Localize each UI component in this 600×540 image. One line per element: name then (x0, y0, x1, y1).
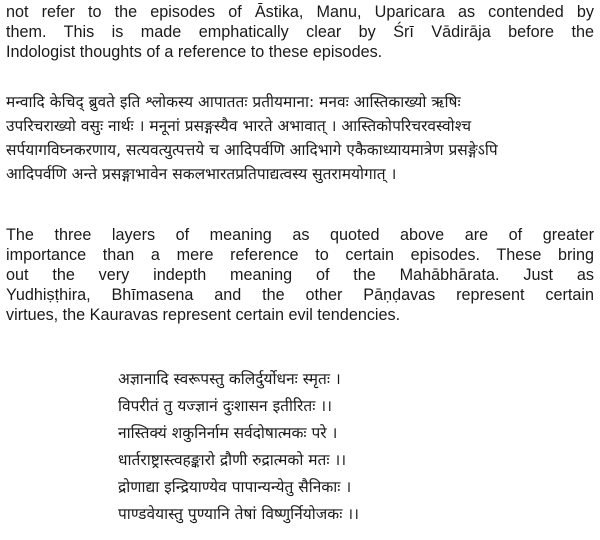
verse-line: अज्ञानादि स्वरूपस्तु कलिर्दुर्योधनः स्मृतः । (118, 370, 341, 388)
text-line: The three layers of meaning as quoted above are of greater (6, 226, 594, 244)
sanskrit-line: मन्वादि केचिद् ब्रुवते इति श्लोकस्य आपाततः प्रतीयमाना: मनवः आस्तिकाख्यो ऋषिः (6, 93, 461, 111)
verse-line: विपरीतं तु यज्ज्ञानं दुःशासन इतीरितः ।। (118, 397, 333, 415)
verse-line: पाण्डवेयास्तु पुण्यानि तेषां विष्णुर्नियोजकः ।। (118, 505, 360, 523)
verse-block (118, 366, 588, 528)
text-line: not refer to the episodes of Āstika, Manu, Uparicara as contended by (6, 3, 594, 21)
sanskrit-prose-block (6, 90, 596, 186)
text-line: Indologist thoughts of a reference to these episodes. (6, 43, 383, 61)
text-line: out the very indepth meaning of the Mahābhārata. Just as (6, 266, 594, 284)
sanskrit-line: उपरिचराख्यो वसुः नार्थः । मनूनां प्रसङ्गस्यैव भारते अभावात् । आस्तिकोपरिचरवस्वोश्च (6, 117, 472, 135)
paragraph-intro (6, 2, 594, 62)
verse-line: धार्तराष्ट्रास्त्वहङ्कारो द्रौणी रुद्रात्मको मतः ।। (118, 451, 347, 469)
text-line: them. This is made emphatically clear by Śrī Vādirāja before the (6, 23, 594, 41)
verse-line: द्रोणाद्या इन्द्रियाण्येव पापान्यन्येतु सैनिकाः । (118, 478, 352, 496)
sanskrit-line: सर्पयागविघ्नकरणाय, सत्यवत्युत्पत्तये च आदिपर्वणि आदिभागे एकैकाध्यायमात्रेण प्रसङ्गेऽपि (6, 141, 498, 159)
text-line: importance than a mere reference to certain episodes. These bring (6, 246, 594, 264)
sanskrit-line: आदिपर्वणि अन्ते प्रसङ्गाभावेन सकलभारतप्रतिपाद्यत्वस्य सुतरामयोगात् । (6, 165, 397, 183)
text-line: Yudhiṣṭhira, Bhīmasena and the other Pāṇḍavas represent certain (6, 286, 594, 304)
verse-line: नास्तिक्यं शकुनिर्नाम सर्वदोषात्मकः परे । (118, 424, 338, 442)
text-line: virtues, the Kauravas represent certain evil tendencies. (6, 306, 401, 324)
paragraph-layers (6, 225, 594, 325)
